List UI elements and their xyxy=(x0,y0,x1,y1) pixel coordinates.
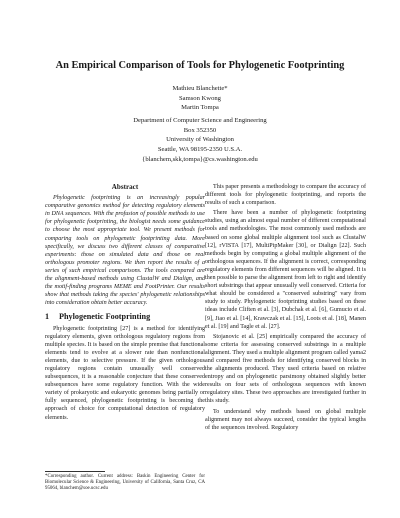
footnote-rule xyxy=(45,471,105,472)
affiliation-block xyxy=(80,116,320,165)
body-paragraph: Phylogenetic footprinting [27] is a method for identifying regulatory elements, given orthologous regulatory regions from multiple species. It is based on the simple premise that functional elements tend to evolve at a slower rate than nonfunctional elements, due to selective pressure. If the given orthologous regulatory regions contain unusually well conserved subsequences, it is a reasonable conjecture that these conserved subsequences have some regulatory function. With the wide variety of prokaryotic and eukaryotic genomes being partially or fully sequenced, phylogenetic footprinting is becoming the approach of choice for computational detection of regulatory elements. xyxy=(45,325,205,421)
abstract-heading: Abstract xyxy=(111,183,139,191)
section-heading xyxy=(45,313,205,321)
affiliation-city: Seattle, WA 98195-2350 U.S.A. xyxy=(157,146,243,154)
author-name: Samson Kwong xyxy=(179,94,221,102)
author-name: Mathieu Blanchette* xyxy=(172,85,228,92)
body-paragraph: To understand why methods based on global multiple alignment may not always succeed, consider the typical lengths of the sequences involved. Regulatory xyxy=(205,408,366,431)
section-number: 1 xyxy=(45,312,50,322)
author-list xyxy=(100,84,300,113)
affiliation-box: Box 352350 xyxy=(183,126,217,134)
affiliation-university: University of Washington xyxy=(166,136,234,144)
abstract-text: Phylogenetic footprinting is an increasingly popular comparative genomics method for detecting regulatory elements in DNA sequences. With the profusion of possible methods to use for phylogenetic footprinting, the biologist needs some guidance to choose the most appropriate tool. We present methods for comparing tools on phylogenetic footprinting data. More specifically, we discuss two different classes of comparative experiments: those on simulated data and those on real orthologous promoter regions. We then report the results of a series of such empirical comparisons. The tools compared are the alignment-based methods using ClustalW and Dialign, and the motif-finding programs MEME and FootPrinter. Our results show that methods taking the species' phylogenetic relationships into consideration obtain better accuracy. xyxy=(45,195,205,307)
left-column xyxy=(45,183,205,424)
section-title: Phylogenetic Footprinting xyxy=(59,312,151,322)
footnote: *Corresponding author. Current address: Baskin Engineering Center for Biomolecular Science & Engineering, University of California, Santa Cruz, CA 95064, blanchem@soe.ucsc.edu xyxy=(45,474,205,492)
affiliation-department: Department of Computer Science and Engineering xyxy=(133,117,267,124)
affiliation-email: {blanchem,skk,tompa}@cs.washington.edu xyxy=(142,155,258,163)
body-paragraph: This paper presents a methodology to compare the accuracy of different tools for phylogenetic footprinting, and reports the results of such a comparison. xyxy=(205,184,366,207)
right-column xyxy=(205,183,366,434)
author-name: Martin Tompa xyxy=(181,104,219,112)
paper-title: An Empirical Comparison of Tools for Phylogenetic Footprinting xyxy=(55,60,345,71)
body-paragraph: There have been a number of phylogenetic footprinting studies, using an almost equal number of different computational tools and methodologies. The most commonly used methods are based on some global multiple alignment tool such as ClustalW [12], rVISTA [17], MultiPipMaker [30], or Dialign [22]. Such methods begin by computing a global multiple alignment of the orthologous sequences. If the alignment is correct, corresponding regulatory elements from different sequences will be aligned. It is then possible to parse the alignment from left to right and identify short substrings that appear unusually well conserved. Criteria for what should be considered a "conserved substring" vary from study to study. Phylogenetic footprinting studies based on these ideas include Cliften et al. [3], Dubchak et al. [6], Gumucio et al. [9], Jiao et al. [14], Krawczak et al. [15], Loots et al. [18], Manen et al. [19] and Tagle et al. [27]. xyxy=(205,210,366,330)
body-paragraph: Stojanovic et al. [25] empirically compared the accuracy of some criteria for assessing conserved substrings in a multiple alignment. They used a multiple alignment program called yama2 and compared five methods for identifying conserved blocks in the alignments produced. They used criteria based on relative entropy and on phylogenetic parsimony obtained slightly better results on four sets of orthologous sequences with known regulatory sites. These two approaches are investigated further in this study. xyxy=(205,333,366,405)
